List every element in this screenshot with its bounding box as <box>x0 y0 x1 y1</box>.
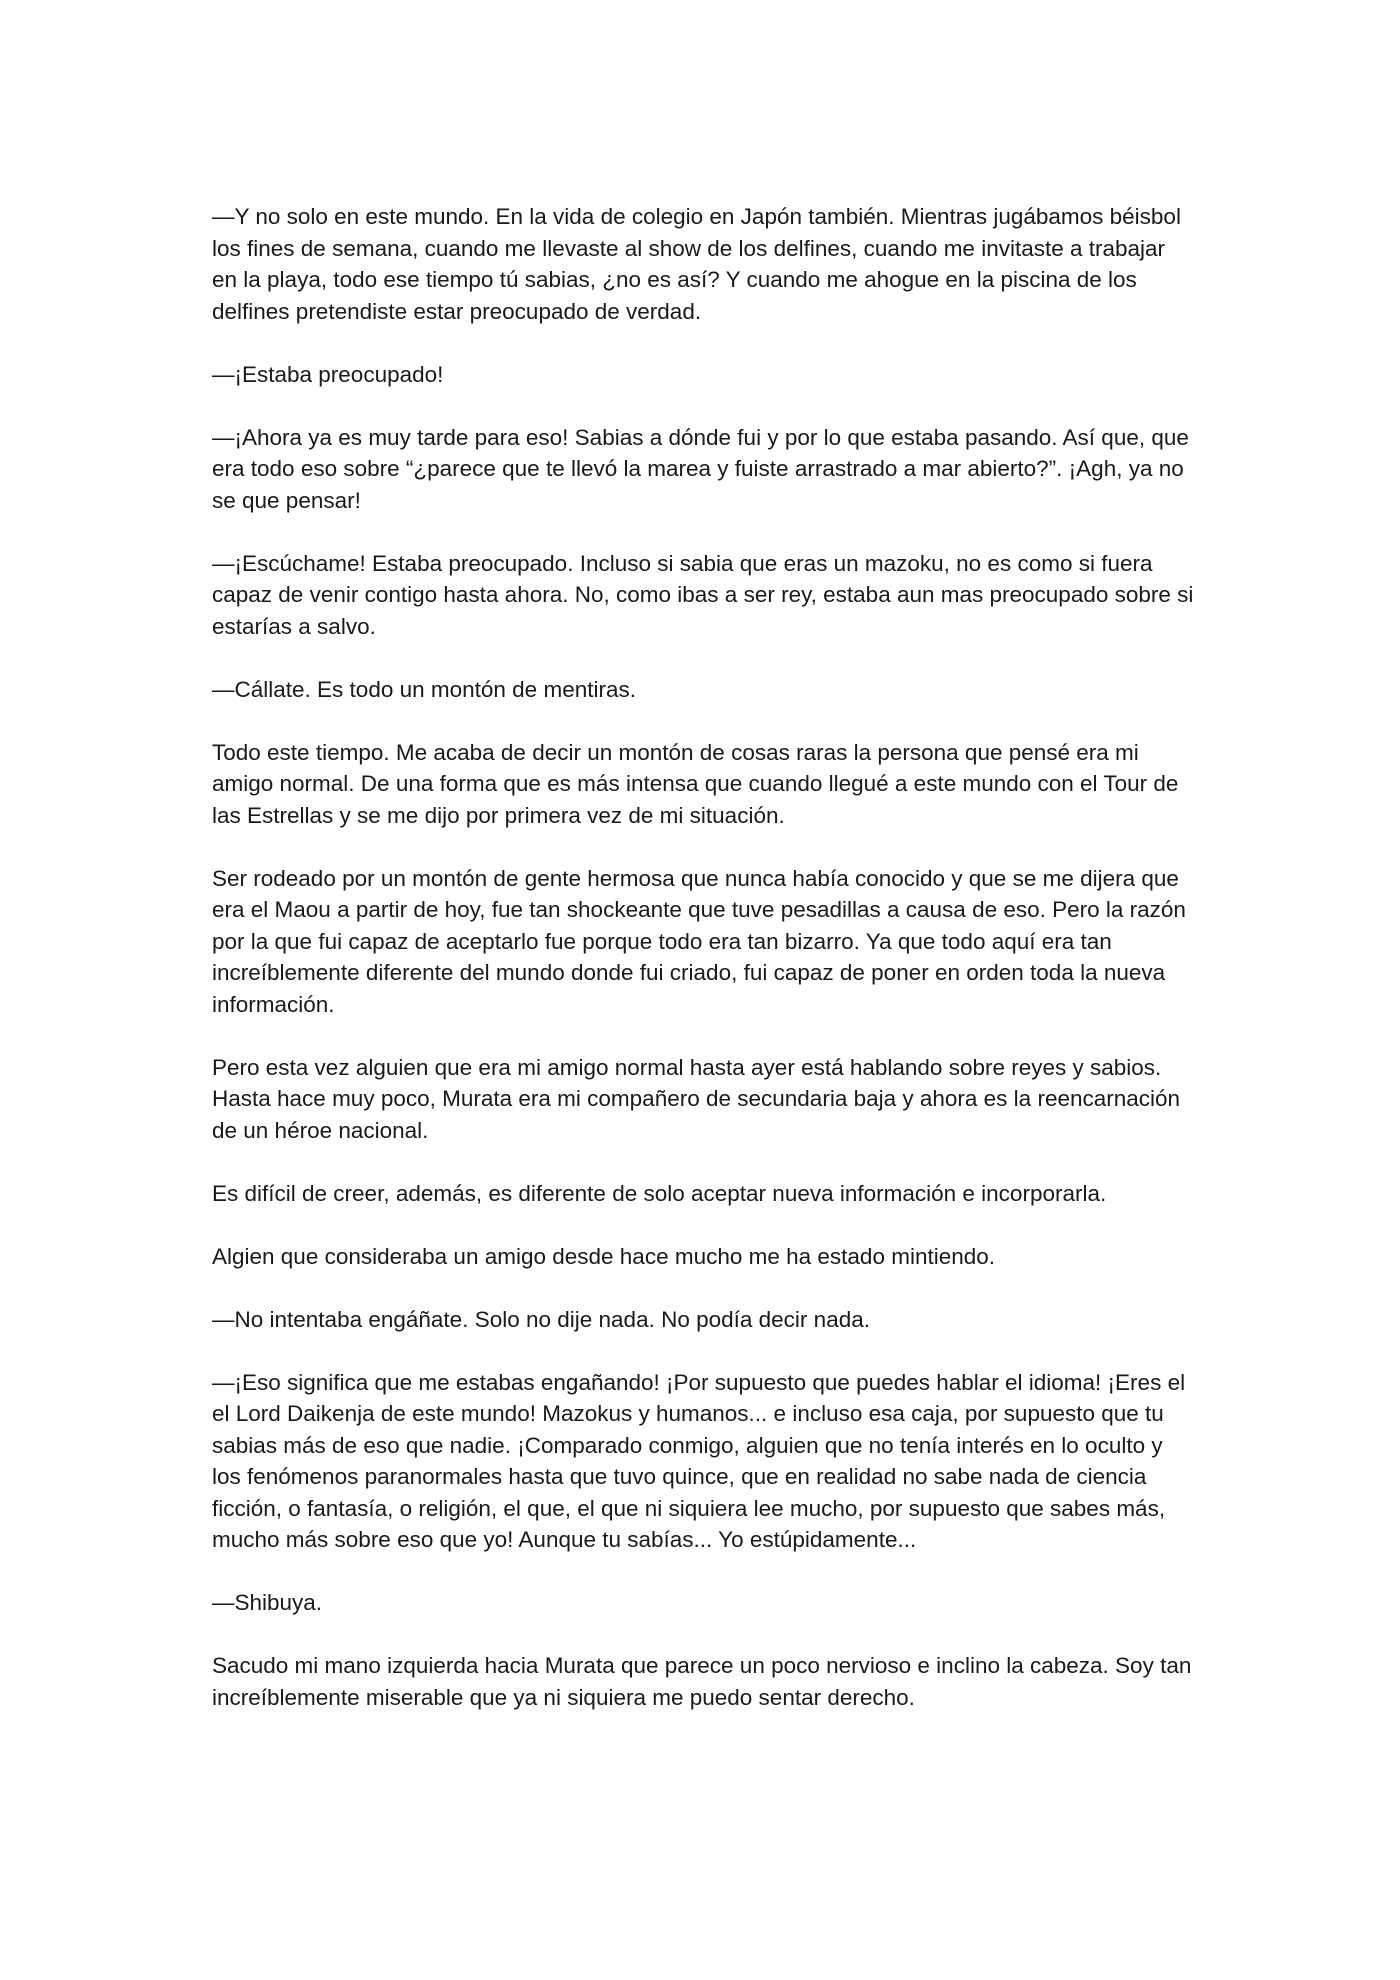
paragraph-dialogue: —¡Ahora ya es muy tarde para eso! Sabias a dónde fui y por lo que estaba pasando. Así que, que era todo eso sobre “¿parece que te llevó la marea y fuiste arrastrado a mar abierto?”. ¡Agh, ya no se que pensar! <box>212 424 1189 513</box>
paragraph-dialogue: —Cállate. Es todo un montón de mentiras. <box>212 676 636 702</box>
paragraph-narration: Todo este tiempo. Me acaba de decir un montón de cosas raras la persona que pensé era mi amigo normal. De una forma que es más intensa que cuando llegué a este mundo con el Tour de las Estrellas y se me dijo por primera vez de mi situación. <box>212 739 1179 828</box>
paragraph-dialogue: —No intentaba engáñate. Solo no dije nada. No podía decir nada. <box>212 1306 870 1332</box>
paragraph-narration: Ser rodeado por un montón de gente hermosa que nunca había conocido y que se me dijera que era el Maou a partir de hoy, fue tan shockeante que tuve pesadillas a causa de eso. Pero la razón por la que fui capaz de aceptarlo fue porque todo era tan bizarro. Ya que todo aquí era tan increíblemente diferente del mundo donde fui criado, fui capaz de poner en orden toda la nueva información. <box>212 865 1186 1017</box>
paragraph-dialogue: —Shibuya. <box>212 1590 323 1615</box>
paragraph-dialogue: —¡Eso significa que me estabas engañando! ¡Por supuesto que puedes hablar el idioma! ¡Eres el el Lord Daikenja de este mundo! Mazokus y humanos... e incluso esa caja, por supuesto que tu sabias más de eso que nadie. ¡Comparado conmigo, alguien que no tenía interés en lo oculto y los fenómenos paranormales hasta que tuvo quince, que en realidad no sabe nada de ciencia ficción, o fantasía, o religión, el que, el que ni siquiera lee mucho, por supuesto que sabes más, mucho más sobre eso que yo! Aunque tu sabías... Yo estúpidamente... <box>212 1369 1186 1552</box>
paragraph-narration: Sacudo mi mano izquierda hacia Murata que parece un poco nervioso e inclino la cabeza. Soy tan increíblemente miserable que ya ni siquiera me puedo sentar derecho. <box>212 1653 1192 1710</box>
paragraph-dialogue: —¡Estaba preocupado! <box>212 361 444 387</box>
paragraph-narration: Algien que consideraba un amigo desde hace mucho me ha estado mintiendo. <box>212 1243 996 1269</box>
document-body <box>212 201 1196 1713</box>
paragraph-dialogue: —Y no solo en este mundo. En la vida de colegio en Japón también. Mientras jugábamos béisbol los fines de semana, cuando me llevaste al show de los delfines, cuando me invitaste a trabajar en la playa, todo ese tiempo tú sabias, ¿no es así? Y cuando me ahogue en la piscina de los delfines pretendiste estar preocupado de verdad. <box>212 204 1181 324</box>
paragraph-narration: Pero esta vez alguien que era mi amigo normal hasta ayer está hablando sobre reyes y sabios. Hasta hace muy poco, Murata era mi compañero de secundaria baja y ahora es la reencarnación de un héroe nacional. <box>212 1054 1181 1143</box>
paragraph-narration: Es difícil de creer, además, es diferente de solo aceptar nueva información e incorporarla. <box>212 1180 1107 1206</box>
paragraph-dialogue: —¡Escúchame! Estaba preocupado. Incluso si sabia que eras un mazoku, no es como si fuera capaz de venir contigo hasta ahora. No, como ibas a ser rey, estaba aun mas preocupado sobre si estarías a salvo. <box>212 550 1194 639</box>
